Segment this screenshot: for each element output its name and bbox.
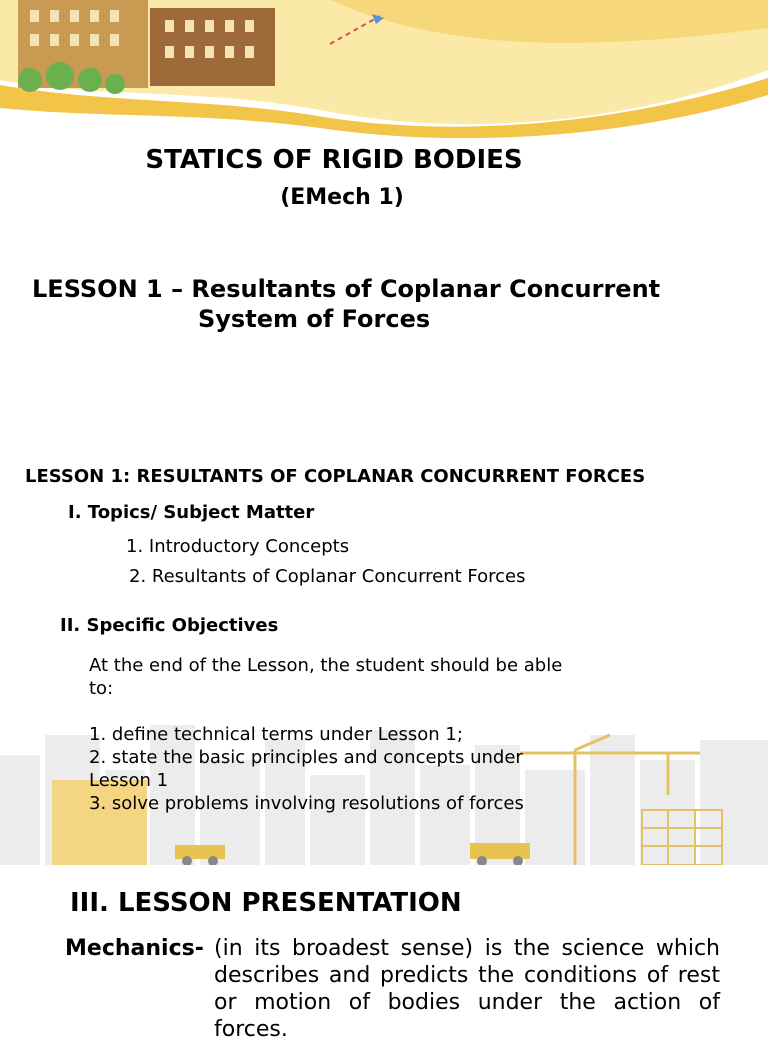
lesson-title-line-2: System of Forces [198, 305, 431, 333]
presentation-heading: III. LESSON PRESENTATION [70, 888, 462, 918]
definition-line: or motion of bodies under the action of [214, 990, 720, 1015]
lesson-heading: LESSON 1: RESULTANTS OF COPLANAR CONCURRENT FORCES [25, 466, 646, 487]
objectives-intro: At the end of the Lesson, the student should be able [89, 655, 563, 676]
header-decoration [0, 0, 768, 140]
objective-item: 3. solve problems involving resolutions of forces [89, 793, 524, 814]
topics-heading: I. Topics/ Subject Matter [68, 502, 315, 523]
definition-text [214, 935, 720, 1043]
objectives-intro: to: [89, 678, 114, 699]
objectives-slide [0, 440, 768, 865]
objective-item: Lesson 1 [89, 770, 169, 791]
title-slide [0, 0, 768, 440]
objective-item: 2. state the basic principles and concepts under [89, 747, 523, 768]
lesson-title-line-1: LESSON 1 – Resultants of Coplanar Concurrent [32, 275, 661, 303]
course-title: STATICS OF RIGID BODIES [145, 145, 523, 175]
definition-line: describes and predicts the conditions of rest [214, 963, 720, 988]
definition-term: Mechanics- [65, 936, 204, 961]
topic-item: 1. Introductory Concepts [126, 536, 350, 557]
objective-item: 1. define technical terms under Lesson 1; [89, 724, 463, 745]
definition-line: forces. [214, 1017, 288, 1042]
course-code: (EMech 1) [280, 185, 404, 210]
definition-line: (in its broadest sense) is the science which [214, 936, 720, 961]
topic-item: 2. Resultants of Coplanar Concurrent Forces [129, 566, 526, 587]
lesson-presentation-slide [0, 865, 768, 1042]
objectives-heading: II. Specific Objectives [60, 615, 279, 636]
